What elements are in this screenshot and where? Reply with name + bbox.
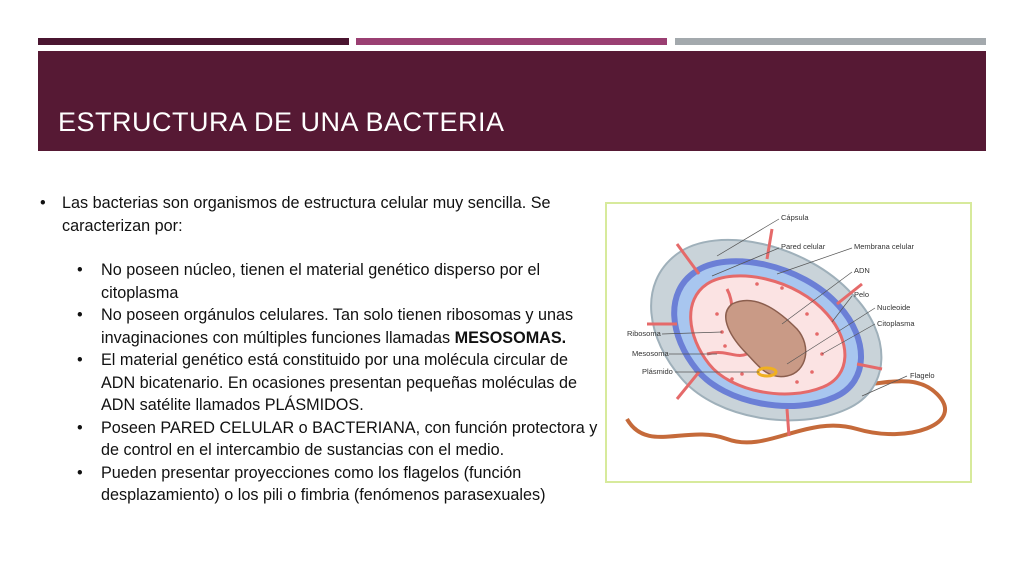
slide-content [38,192,598,507]
accent-bar-1 [38,38,349,45]
list-item-text: No poseen núcleo, tienen el material genético disperso por el citoplasma [101,261,541,302]
accent-bar-3 [675,38,986,45]
label-plasmido: Plásmido [642,367,673,376]
bullet-glyph: • [77,306,83,324]
label-ribosoma: Ribosoma [627,329,661,338]
list-item-text: El material genético está constituido por una molécula circular de ADN bicatenario. En ocasiones presentan pequeñas moléculas de ADN satélite llamados PLÁSMIDOS. [101,351,578,414]
label-adn: ADN [854,266,870,275]
bacteria-illustration [607,204,970,481]
intro-text: Las bacterias son organismos de estructura celular muy sencilla. Se caracterizan por: [62,194,551,235]
list-item [77,349,598,417]
list-item-text: No poseen orgánulos celulares. Tan solo tienen ribosomas y unas invaginaciones con múltiples funciones llamadas [101,306,574,347]
list-item [77,462,598,507]
bullet-glyph: • [77,418,83,437]
accent-bar-2 [356,38,667,45]
list-item [77,417,598,462]
bullet-glyph: • [77,261,83,279]
label-pelo: Pelo [854,290,870,299]
label-pared: Pared celular [781,242,826,251]
label-mesosoma: Mesosoma [632,349,669,358]
bullet-glyph: • [77,351,83,369]
list-item [77,259,598,304]
label-membrana: Membrana celular [854,242,915,251]
bullet-glyph: • [40,194,46,212]
bullet-glyph: • [77,463,83,482]
label-citoplasma: Citoplasma [877,319,915,328]
list-item [77,304,598,349]
label-capsula: Cápsula [781,213,809,222]
label-flagelo: Flagelo [910,371,935,380]
list-item-text: Poseen PARED CELULAR o BACTERIANA, con función protectora y de control en el intercambio de sustancias con el medio. [101,418,598,459]
intro-bullet [38,192,598,237]
slide-title: ESTRUCTURA DE UNA BACTERIA [58,107,505,137]
list-item-text: Pueden presentar proyecciones como los flagelos (función desplazamiento) o los pili o fimbria (fenómenos parasexuales) [101,463,546,504]
title-band [38,51,986,151]
list-item-emphasis: MESOSOMAS. [454,328,567,347]
bacteria-diagram [605,202,972,483]
label-nucleoide: Nucleoide [877,303,911,312]
characteristics-list [38,259,598,507]
